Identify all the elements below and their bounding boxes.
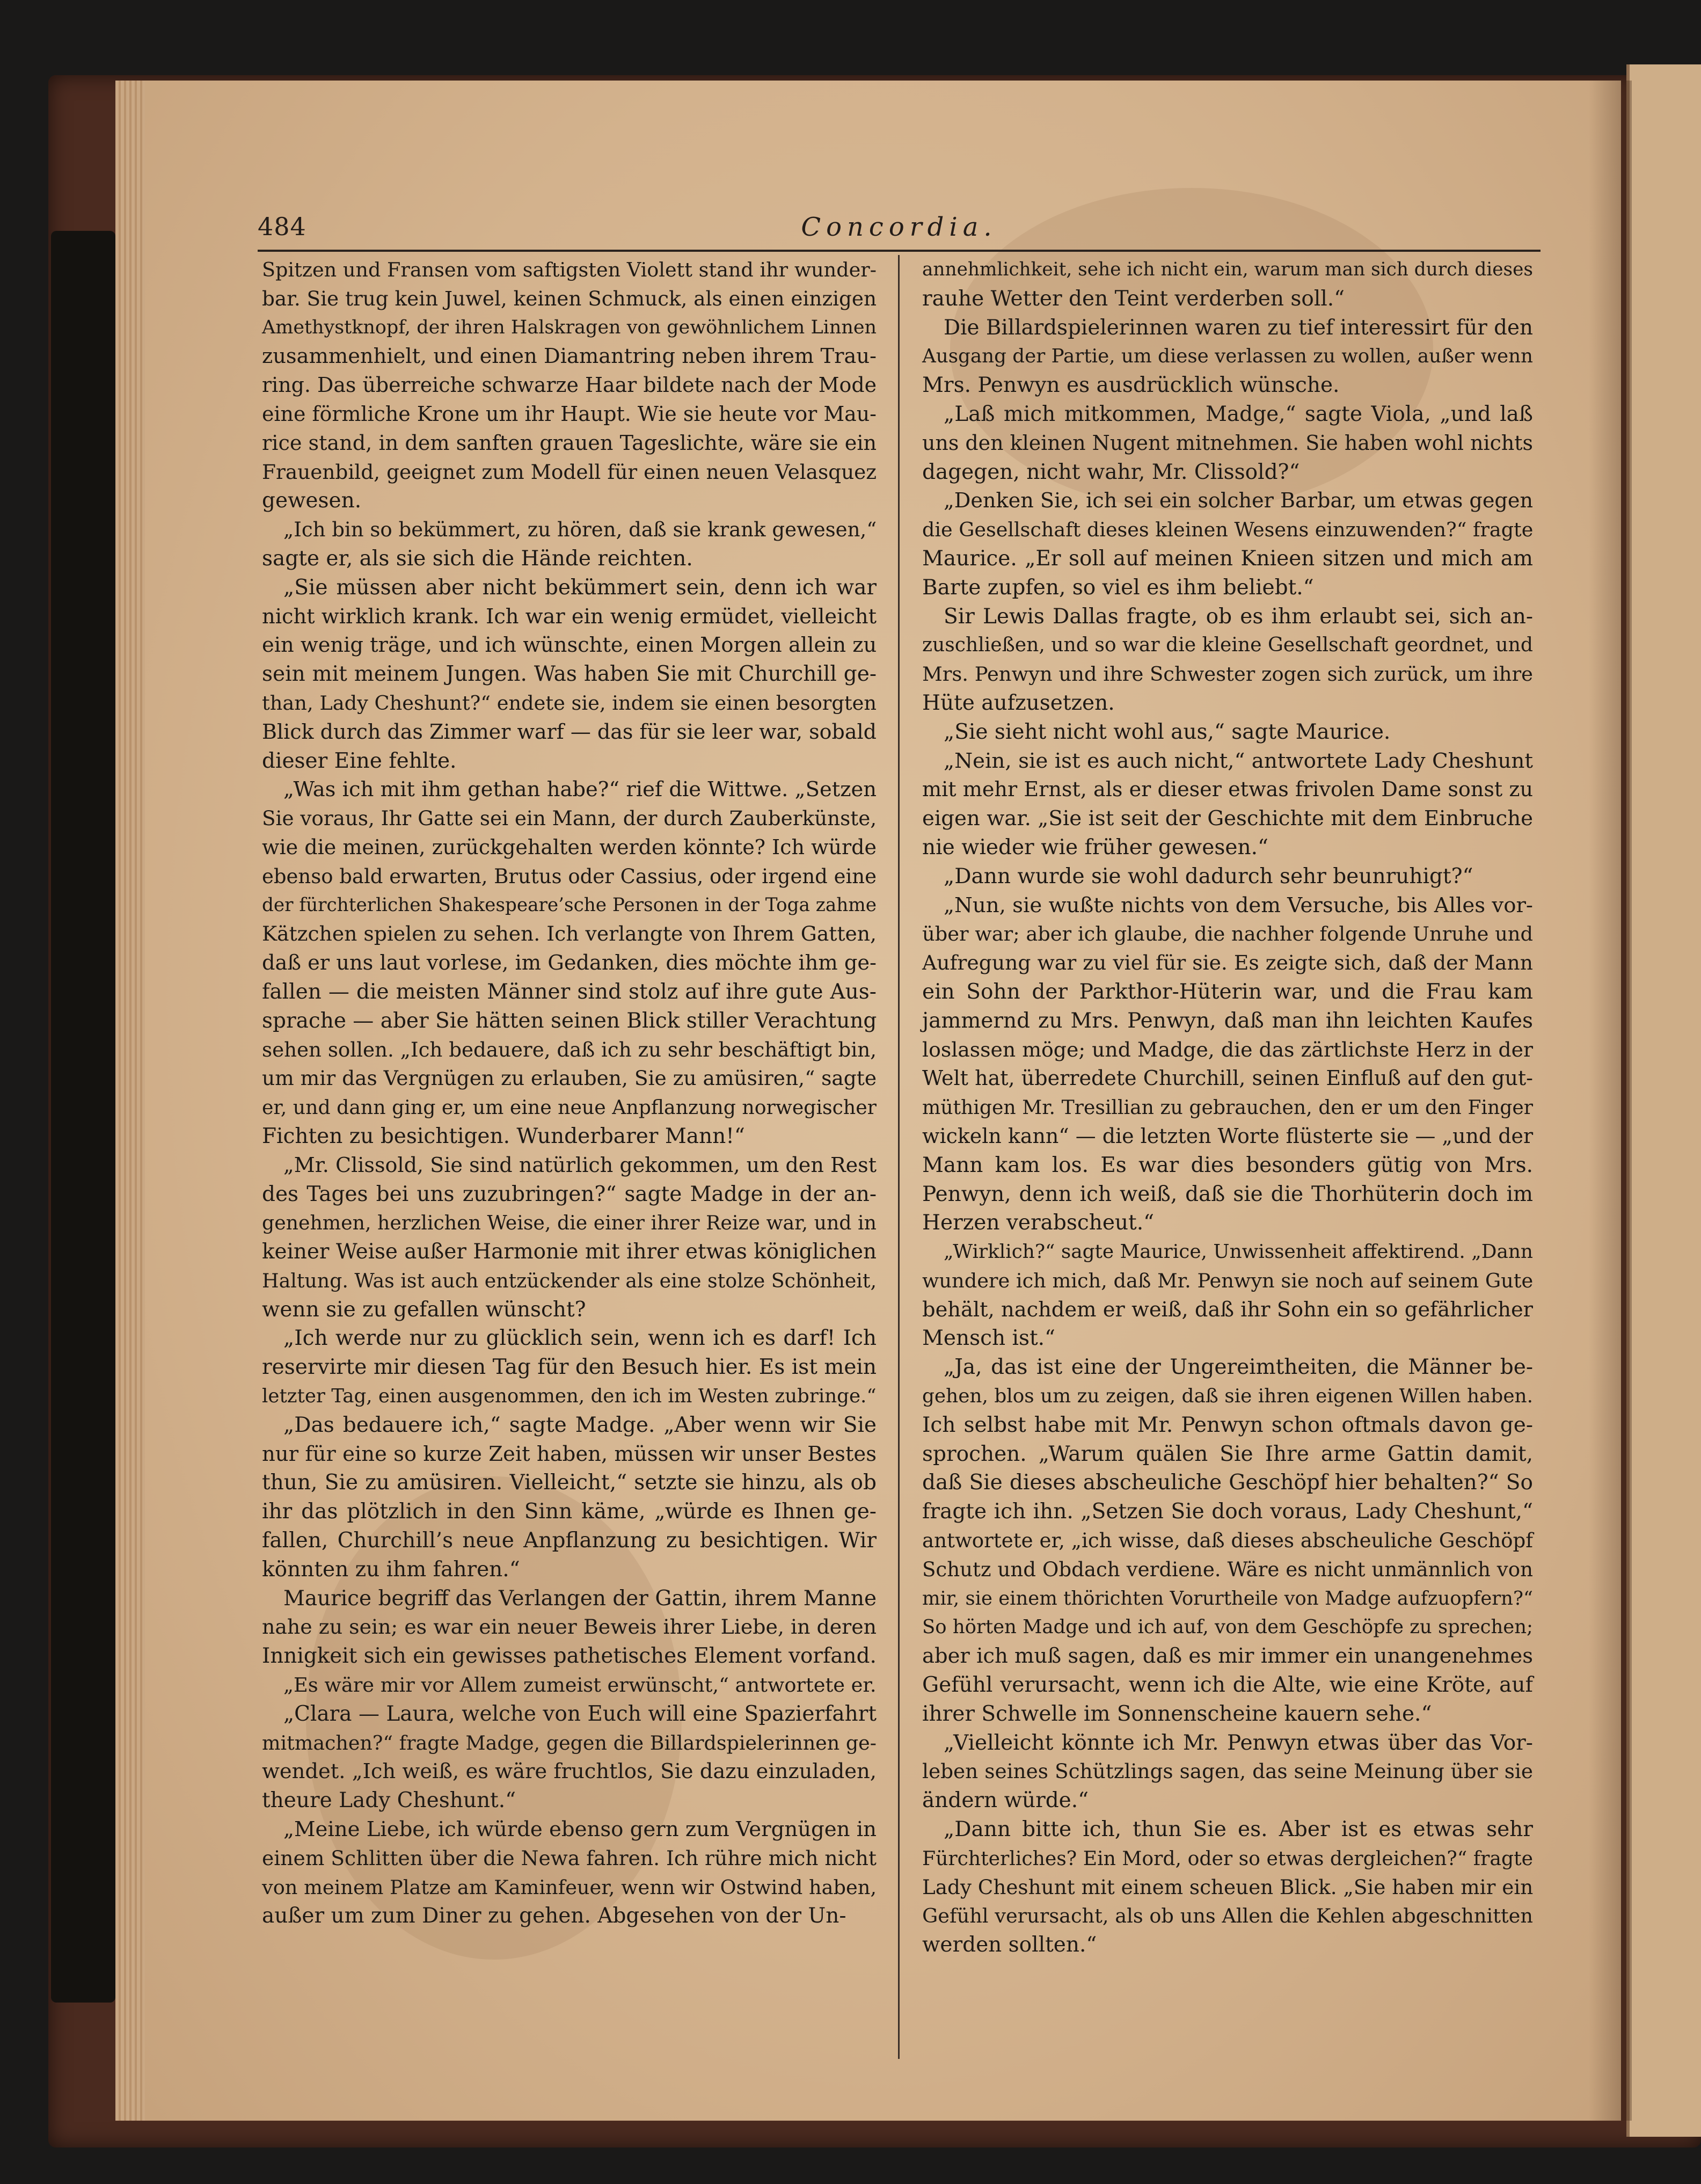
text-line: eine förmliche Krone um ihr Haupt. Wie sie heute vor Mau- bbox=[262, 402, 877, 426]
paragraph bbox=[262, 1671, 877, 1700]
text-line: ändern würde.“ bbox=[922, 1788, 1089, 1813]
text-line: Lady Cheshunt mit einem scheuen Blick. „Sie haben mir ein bbox=[922, 1875, 1534, 1899]
text-line: „Das bedauere ich,“ sagte Madge. „Aber wenn wir Sie bbox=[283, 1413, 877, 1437]
text-line: Sie voraus, Ihr Gatte sei ein Mann, der durch Zauberkünste, bbox=[262, 806, 877, 831]
text-line: „Dann bitte ich, thun Sie es. Aber ist es etwas sehr bbox=[944, 1817, 1533, 1842]
paragraph bbox=[262, 1324, 877, 1410]
text-line: ebenso bald erwarten, Brutus oder Cassius, oder irgend eine bbox=[262, 864, 877, 888]
paragraph bbox=[922, 862, 1533, 891]
paragraph bbox=[922, 718, 1533, 747]
text-line: „Mr. Clissold, Sie sind natürlich gekommen, um den Rest bbox=[283, 1153, 877, 1177]
text-line: über war; aber ich glaube, die nachher folgende Unruhe und bbox=[922, 922, 1533, 946]
text-line: aber ich muß sagen, daß es mir immer ein unangenehmes bbox=[922, 1644, 1533, 1669]
text-line: Blick durch das Zimmer warf — das für sie leer war, sobald bbox=[262, 719, 877, 744]
text-line: behält, nachdem er weiß, daß ihr Sohn ein so gefährlicher bbox=[922, 1297, 1533, 1322]
text-line: „Vielleicht könnte ich Mr. Penwyn etwas über das Vor- bbox=[944, 1730, 1533, 1755]
text-line: Kätzchen spielen zu sehen. Ich verlangte von Ihrem Gatten, bbox=[262, 922, 877, 946]
text-line: er, und dann ging er, um eine neue Anpflanzung norwegischer bbox=[262, 1096, 877, 1119]
text-line: thun, Sie zu amüsiren. Vielleicht,“ setzte sie hinzu, als ob bbox=[262, 1470, 877, 1495]
running-title: Concordia. bbox=[801, 212, 997, 242]
text-line: werden sollten.“ bbox=[922, 1933, 1097, 1957]
text-line: mit mehr Ernst, als er dieser etwas frivolen Dame sonst zu bbox=[922, 777, 1533, 802]
text-line: zusammenhielt, und einen Diamantring neben ihrem Trau- bbox=[262, 344, 877, 369]
text-line: Ausgang der Partie, um diese verlassen zu wollen, außer wenn bbox=[922, 345, 1534, 368]
text-line: des Tages bei uns zuzubringen?“ sagte Madge in der an- bbox=[262, 1182, 877, 1206]
text-line: Innigkeit sich ein gewisses pathetisches Element vorfand. bbox=[262, 1644, 877, 1669]
text-line: antwortete er, „ich wisse, daß dieses abscheuliche Geschöpf bbox=[922, 1529, 1533, 1553]
text-line: Maurice. „Er soll auf meinen Knieen sitzen und mich am bbox=[922, 546, 1533, 571]
text-line: than, Lady Cheshunt?“ endete sie, indem sie einen besorgten bbox=[262, 691, 877, 715]
text-line: Mrs. Penwyn es ausdrücklich wünsche. bbox=[922, 373, 1340, 398]
text-line: uns den kleinen Nugent mitnehmen. Sie haben wohl nichts bbox=[922, 431, 1533, 455]
text-line: von meinem Platze am Kaminfeuer, wenn wir Ostwind haben, bbox=[262, 1875, 877, 1899]
paragraph bbox=[922, 486, 1533, 602]
text-line: Aufregung war zu viel für sie. Es zeigte sich, daß der Mann bbox=[922, 951, 1533, 975]
text-line: daß Sie dieses abscheuliche Geschöpf hier behalten?“ So bbox=[922, 1470, 1533, 1495]
text-line: ring. Das überreiche schwarze Haar bildete nach der Mode bbox=[262, 373, 877, 397]
text-line: rice stand, in dem sanften grauen Tageslichte, wäre sie ein bbox=[262, 431, 877, 455]
text-line: Fürchterliches? Ein Mord, oder so etwas dergleichen?“ fragte bbox=[922, 1846, 1533, 1870]
text-line: ein Sohn der Parkthor-Hüterin war, und die Frau kam bbox=[922, 979, 1533, 1004]
text-line: letzter Tag, einen ausgenommen, den ich im Westen zubringe.“ bbox=[262, 1385, 877, 1408]
text-line: müthigen Mr. Tresillian zu gebrauchen, den er um den Finger bbox=[922, 1096, 1533, 1119]
text-line: sagte er, als sie sich die Hände reichten. bbox=[262, 546, 693, 571]
text-line: wenn sie zu gefallen wünscht? bbox=[262, 1297, 586, 1322]
text-line: Schutz und Obdach verdiene. Wäre es nicht unmännlich von bbox=[922, 1557, 1533, 1581]
text-line: „Ich bin so bekümmert, zu hören, daß sie krank gewesen,“ bbox=[283, 518, 877, 542]
text-line: außer um zum Diner zu gehen. Abgesehen von der Un- bbox=[262, 1904, 846, 1928]
text-line: Barte zupfen, so viel es ihm beliebt.“ bbox=[922, 575, 1314, 600]
page-number: 484 bbox=[258, 212, 306, 241]
text-line: Frauenbild, geeignet zum Modell für einen neuen Velasquez bbox=[262, 460, 877, 484]
text-line: könnten zu ihm fahren.“ bbox=[262, 1557, 520, 1582]
paragraph bbox=[262, 1815, 877, 1931]
paragraph bbox=[262, 1151, 877, 1324]
text-line: ihr das plötzlich in den Sinn käme, „würde es Ihnen ge- bbox=[262, 1499, 877, 1524]
paragraph bbox=[922, 400, 1533, 486]
text-line: sein mit meinem Jungen. Was haben Sie mit Churchill ge- bbox=[262, 662, 877, 687]
text-line: Penwyn, denn ich weiß, daß sie die Thorhüterin doch im bbox=[922, 1182, 1533, 1206]
paragraph bbox=[262, 1411, 877, 1584]
text-line: wie die meinen, zurückgehalten werden könnte? Ich würde bbox=[262, 835, 877, 859]
text-line: Welt hat, überredete Churchill, seinen Einfluß auf den gut- bbox=[922, 1066, 1533, 1090]
text-line: Ich selbst habe mit Mr. Penwyn schon oftmals davon ge- bbox=[922, 1413, 1533, 1437]
paragraph bbox=[262, 1700, 877, 1815]
text-line: nahe zu sein; es war ein neuer Beweis ihrer Liebe, in deren bbox=[262, 1615, 877, 1639]
text-line: die Gesellschaft dieses kleinen Wesens einzuwenden?“ fragte bbox=[922, 518, 1534, 542]
text-line: daß er uns laut vorlese, im Gedanken, dies möchte ihm ge- bbox=[262, 951, 877, 975]
text-line: Sir Lewis Dallas fragte, ob es ihm erlaubt sei, sich an- bbox=[944, 604, 1533, 629]
text-line: Amethystknopf, der ihren Halskragen von gewöhnlichem Linnen bbox=[262, 316, 877, 338]
text-line: sehen sollen. „Ich bedauere, daß ich zu sehr beschäftigt bin, bbox=[262, 1037, 877, 1061]
text-line: „Nun, sie wußte nichts von dem Versuche, bis Alles vor- bbox=[944, 893, 1533, 918]
text-line: „Denken Sie, ich sei ein solcher Barbar, um etwas gegen bbox=[944, 489, 1534, 513]
paragraph bbox=[262, 775, 877, 1151]
text-line: „Nein, sie ist es auch nicht,“ antwortete Lady Cheshunt bbox=[944, 748, 1533, 773]
text-line: fallen — die meisten Männer sind stolz auf ihre gute Aus- bbox=[262, 979, 877, 1004]
text-line: zuschließen, und so war die kleine Gesellschaft geordnet, und bbox=[922, 634, 1533, 657]
text-line: der fürchterlichen Shakespeare’sche Personen in der Toga zahme bbox=[262, 894, 877, 916]
text-line: nur für eine so kurze Zeit haben, müssen wir unser Bestes bbox=[262, 1442, 877, 1466]
text-line: ein wenig träge, und ich wünschte, einen Morgen allein zu bbox=[262, 633, 877, 658]
paragraph bbox=[262, 515, 877, 573]
text-line: „Sie sieht nicht wohl aus,“ sagte Maurice. bbox=[944, 719, 1391, 744]
text-line: eigen war. „Sie ist seit der Geschichte mit dem Einbruche bbox=[922, 806, 1533, 831]
text-line: fallen, Churchill’s neue Anpflanzung zu besichtigen. Wir bbox=[262, 1528, 877, 1553]
gutter-shadow bbox=[1589, 81, 1632, 2121]
text-line: wundere ich mich, daß Mr. Penwyn sie noch auf seinem Gute bbox=[922, 1269, 1534, 1292]
text-line: „Ich werde nur zu glücklich sein, wenn ich es darf! Ich bbox=[283, 1326, 877, 1351]
text-line: Mann kam los. Es war dies besonders gütig von Mrs. bbox=[922, 1153, 1533, 1177]
text-line: loslassen möge; und Madge, die das zärtlichste Herz in der bbox=[922, 1037, 1533, 1061]
text-line: „Clara — Laura, welche von Euch will eine Spazierfahrt bbox=[283, 1701, 877, 1726]
left-column bbox=[262, 256, 877, 1931]
text-line: annehmlichkeit, sehe ich nicht ein, warum man sich durch dieses bbox=[922, 259, 1533, 280]
text-line: mitmachen?“ fragte Madge, gegen die Billardspielerinnen ge- bbox=[262, 1731, 877, 1755]
text-line: genehmen, herzlichen Weise, die einer ihrer Reize war, und in bbox=[262, 1211, 877, 1235]
text-line: um mir das Vergnügen zu erlauben, Sie zu amüsiren,“ sagte bbox=[262, 1066, 877, 1090]
text-line: dieser Eine fehlte. bbox=[262, 748, 457, 773]
paragraph bbox=[922, 1353, 1533, 1728]
text-line: Die Billardspielerinnen waren zu tief interessirt für den bbox=[944, 315, 1533, 340]
text-line: sprochen. „Warum quälen Sie Ihre arme Gattin damit, bbox=[922, 1442, 1533, 1466]
text-line: So hörten Madge und ich auf, von dem Geschöpfe zu sprechen; bbox=[922, 1616, 1533, 1639]
text-line: „Wirklich?“ sagte Maurice, Unwissenheit affektirend. „Dann bbox=[944, 1241, 1533, 1263]
text-line: „Laß mich mitkommen, Madge,“ sagte Viola, „und laß bbox=[944, 402, 1533, 426]
paragraph bbox=[922, 1815, 1533, 1960]
paragraph bbox=[922, 314, 1533, 400]
text-line: nicht wirklich krank. Ich war ein wenig ermüdet, vielleicht bbox=[262, 604, 877, 629]
text-line: „Was ich mit ihm gethan habe?“ rief die Wittwe. „Setzen bbox=[283, 777, 877, 802]
paragraph bbox=[922, 891, 1533, 1238]
text-line: mir, sie einem thörichten Vorurtheile von Madge aufzuopfern?“ bbox=[922, 1587, 1533, 1610]
text-line: keiner Weise außer Harmonie mit ihrer etwas königlichen bbox=[262, 1240, 877, 1264]
text-line: Hüte aufzusetzen. bbox=[922, 690, 1115, 715]
text-line: gehen, blos um zu zeigen, daß sie ihren eigenen Willen haben. bbox=[922, 1385, 1533, 1408]
paragraph bbox=[922, 747, 1533, 862]
running-header bbox=[258, 212, 1541, 252]
column-divider bbox=[898, 255, 900, 2059]
text-line: theure Lady Cheshunt.“ bbox=[262, 1788, 516, 1813]
paragraph bbox=[262, 1584, 877, 1671]
book-spine bbox=[51, 231, 115, 2003]
text-line: wendet. „Ich weiß, es wäre fruchtlos, Sie dazu einzuladen, bbox=[262, 1759, 877, 1784]
text-line: „Dann wurde sie wohl dadurch sehr beunruhigt?“ bbox=[944, 864, 1473, 889]
text-line: fragte ich ihn. „Setzen Sie doch voraus, Lady Cheshunt,“ bbox=[922, 1499, 1533, 1524]
paragraph bbox=[262, 256, 877, 515]
paragraph bbox=[922, 602, 1533, 718]
text-line: „Meine Liebe, ich würde ebenso gern zum Vergnügen in bbox=[283, 1817, 877, 1842]
text-line: „Sie müssen aber nicht bekümmert sein, denn ich war bbox=[283, 575, 877, 600]
paragraph bbox=[922, 1729, 1533, 1815]
text-line: „Es wäre mir vor Allem zumeist erwünscht,“ antwortete er. bbox=[283, 1673, 877, 1697]
text-line: leben seines Schützlings sagen, das seine Meinung über sie bbox=[922, 1759, 1533, 1783]
text-line: einem Schlitten über die Newa fahren. Ich rühre mich nicht bbox=[262, 1846, 877, 1870]
text-line: Haltung. Was ist auch entzückender als eine stolze Schönheit, bbox=[262, 1269, 877, 1292]
facing-page-edge bbox=[1626, 64, 1701, 2137]
right-column bbox=[922, 256, 1533, 1960]
text-line: Maurice begriff das Verlangen der Gattin, ihrem Manne bbox=[283, 1586, 877, 1611]
text-line: Herzen verabscheut.“ bbox=[922, 1211, 1155, 1235]
text-line: ihrer Schwelle im Sonnenscheine kauern sehe.“ bbox=[922, 1701, 1432, 1726]
text-line: Gefühl verursacht, wenn ich die Alte, wie eine Kröte, auf bbox=[922, 1673, 1533, 1698]
text-line: Mensch ist.“ bbox=[922, 1326, 1055, 1351]
text-line: nie wieder wie früher gewesen.“ bbox=[922, 835, 1268, 860]
text-line: rauhe Wetter den Teint verderben soll.“ bbox=[922, 286, 1345, 311]
text-line: reservirte mir diesen Tag für den Besuch hier. Es ist mein bbox=[262, 1355, 877, 1380]
text-line: wickeln kann“ — die letzten Worte flüsterte sie — „und der bbox=[922, 1124, 1534, 1148]
text-line: bar. Sie trug kein Juwel, keinen Schmuck, als einen einzigen bbox=[262, 286, 877, 310]
text-line: gewesen. bbox=[262, 489, 362, 513]
text-line: „Ja, das ist eine der Ungereimtheiten, die Männer be- bbox=[944, 1355, 1533, 1380]
text-line: Spitzen und Fransen vom saftigsten Violett stand ihr wunder- bbox=[262, 258, 877, 281]
paragraph bbox=[922, 1237, 1533, 1353]
text-line: Gefühl verursacht, als ob uns Allen die Kehlen abgeschnitten bbox=[922, 1904, 1533, 1928]
text-line: Fichten zu besichtigen. Wunderbarer Mann!“ bbox=[262, 1124, 745, 1148]
text-line: Mrs. Penwyn und ihre Schwester zogen sich zurück, um ihre bbox=[922, 663, 1533, 686]
text-line: jammernd zu Mrs. Penwyn, daß man ihn leichten Kaufes bbox=[922, 1008, 1533, 1033]
text-line: sprache — aber Sie hätten seinen Blick stiller Verachtung bbox=[262, 1008, 877, 1033]
paragraph bbox=[262, 573, 877, 776]
paragraph bbox=[922, 256, 1533, 314]
text-line: dagegen, nicht wahr, Mr. Clissold?“ bbox=[922, 460, 1300, 484]
